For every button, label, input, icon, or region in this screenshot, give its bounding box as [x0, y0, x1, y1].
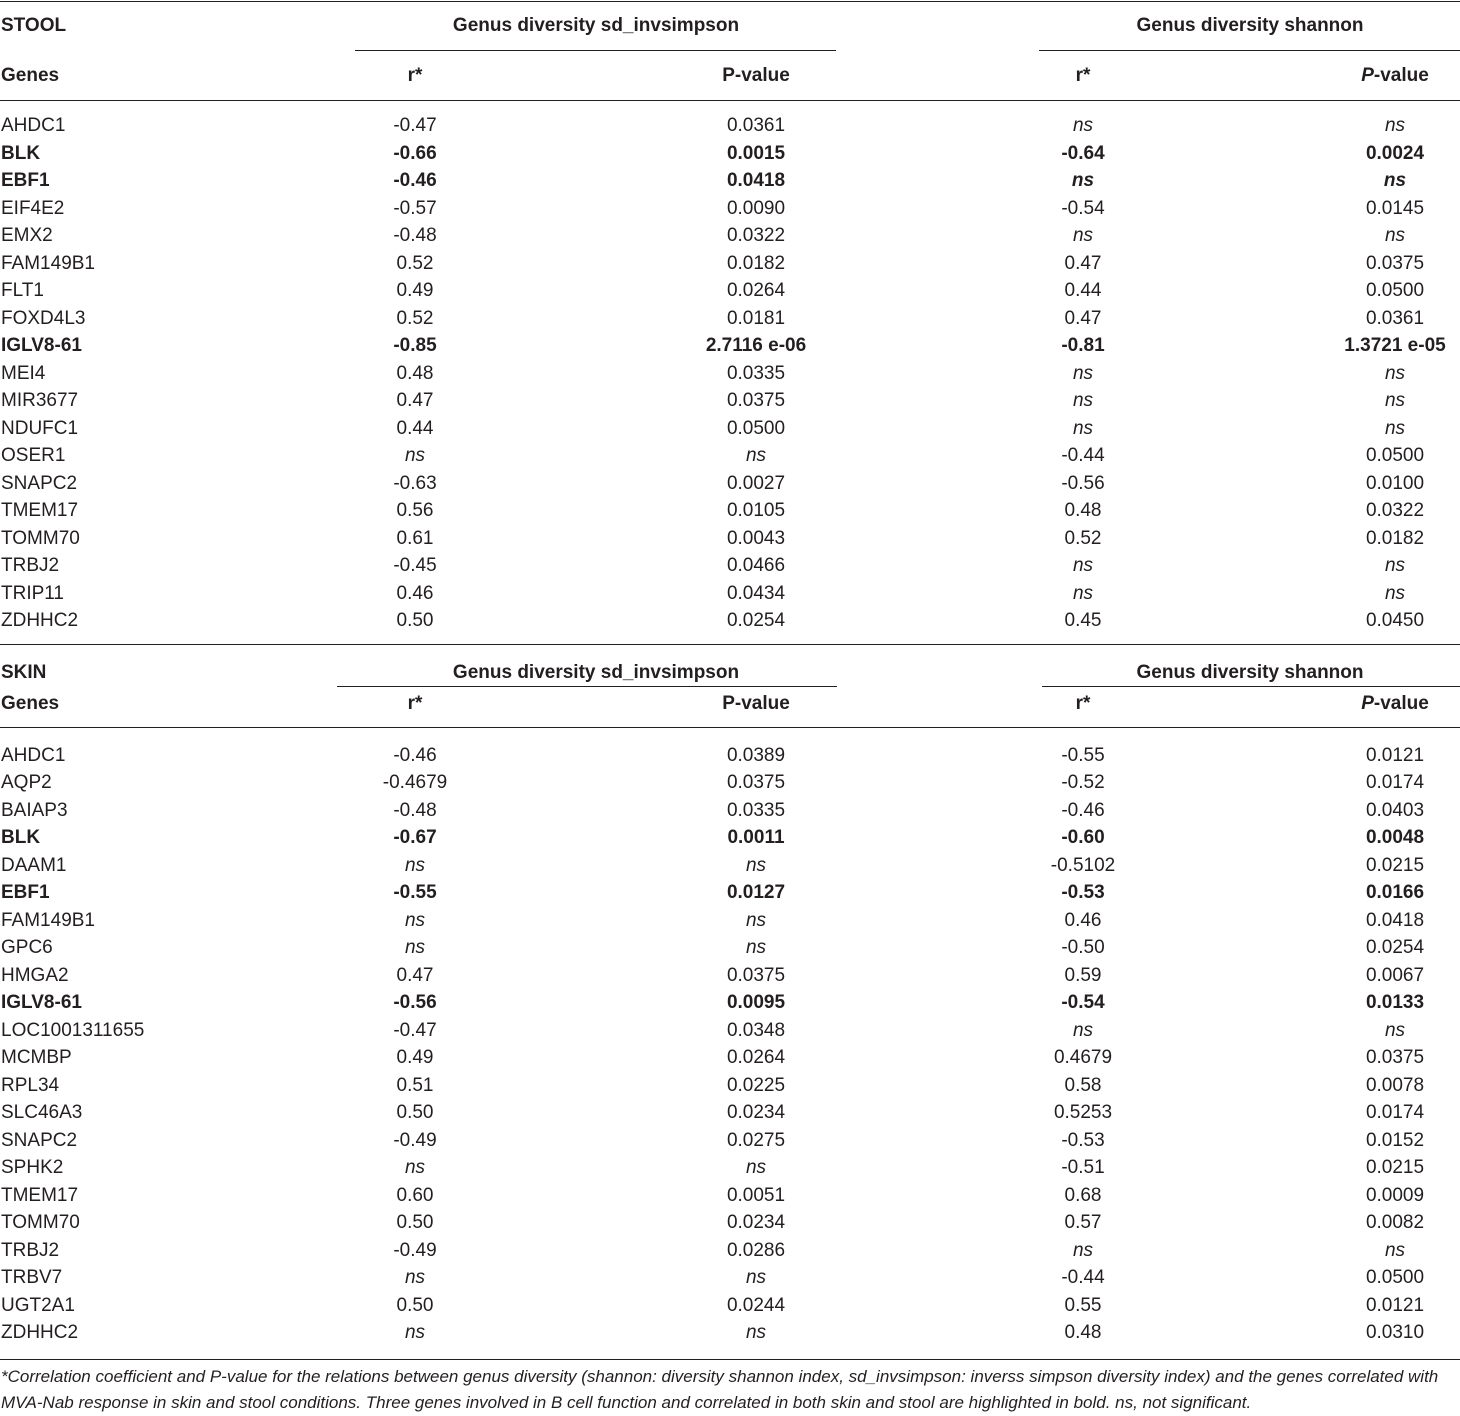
gene-name-cell: TOMM70 [1, 527, 80, 549]
table-cell-p2: 0.0166 [1365, 882, 1425, 904]
table-cell-r2: ns [1072, 362, 1094, 384]
gene-name-cell: MIR3677 [1, 390, 79, 411]
table-cell-p1: 0.0127 [726, 882, 786, 904]
table-cell-r2: 0.57 [1064, 1212, 1102, 1234]
skin-r-header-1: r* [407, 693, 423, 714]
table-cell-p1: 0.0275 [726, 1129, 786, 1151]
table-cell-p2: 1.3721 e-05 [1344, 335, 1446, 356]
table-cell-p1: 0.0051 [726, 1184, 786, 1206]
table-cell-p1: 0.0264 [726, 280, 786, 301]
table-cell-p2: 0.0121 [1365, 745, 1425, 766]
gene-name-cell: DAAM1 [1, 854, 67, 876]
table-cell-p2: 0.0361 [1365, 307, 1425, 329]
table-cell-p1: ns [745, 937, 767, 959]
gene-name-cell: AHDC1 [1, 115, 66, 136]
table-cell-r1: -0.48 [393, 799, 437, 821]
table-cell-p1: ns [745, 909, 767, 931]
table-cell-p1: 0.0375 [726, 772, 786, 794]
table-cell-r2: ns [1072, 555, 1094, 576]
table-cell-r1: 0.56 [396, 500, 434, 521]
table-cell-p1: 0.0181 [726, 307, 786, 329]
table-cell-r1: -0.85 [393, 335, 437, 356]
table-cell-p1: 0.0234 [726, 1102, 786, 1124]
table-cell-r2: ns [1072, 1019, 1094, 1041]
table-cell-r1: -0.47 [393, 1019, 437, 1041]
gene-name-cell: ZDHHC2 [1, 610, 79, 631]
table-cell-p1: 0.0105 [726, 500, 786, 521]
table-cell-r2: 0.46 [1064, 909, 1102, 931]
table-top-rule [0, 1, 1460, 2]
stool-section-title: STOOL [1, 15, 67, 36]
table-cell-p1: 0.0286 [726, 1239, 786, 1261]
stool-p-header-2: P-value [1361, 65, 1429, 86]
gene-name-cell: EBF1 [1, 170, 50, 191]
gene-name-cell: TOMM70 [1, 1212, 80, 1234]
gene-name-cell: OSER1 [1, 445, 66, 466]
table-cell-p1: 0.0015 [726, 142, 786, 164]
table-cell-p2: 0.0418 [1365, 909, 1425, 931]
table-cell-p2: 0.0500 [1365, 445, 1425, 466]
table-cell-r2: 0.4679 [1053, 1047, 1113, 1069]
table-cell-r2: 0.45 [1064, 610, 1102, 631]
table-bottom-rule [0, 1359, 1460, 1360]
table-cell-p1: 0.0361 [726, 115, 786, 136]
table-cell-p1: ns [745, 854, 767, 876]
table-cell-p1: 0.0375 [726, 964, 786, 986]
gene-name-cell: EMX2 [1, 225, 53, 246]
table-cell-r1: 0.50 [396, 1212, 434, 1234]
table-cell-r2: ns [1072, 115, 1094, 136]
table-cell-r1: 0.47 [396, 390, 434, 411]
gene-name-cell: NDUFC1 [1, 417, 79, 439]
table-cell-p2: 0.0145 [1365, 197, 1425, 219]
table-cell-r2: -0.55 [1061, 745, 1105, 766]
table-cell-r2: 0.55 [1064, 1294, 1102, 1316]
table-cell-r1: ns [404, 445, 426, 466]
table-cell-p2: 0.0121 [1365, 1294, 1425, 1316]
gene-name-cell: TRBV7 [1, 1267, 63, 1289]
gene-name-cell: SNAPC2 [1, 472, 78, 494]
gene-name-cell: FAM149B1 [1, 909, 95, 931]
table-cell-r1: -0.55 [393, 882, 437, 904]
table-cell-p2: ns [1384, 582, 1406, 604]
table-cell-r1: -0.49 [393, 1239, 437, 1261]
table-cell-p2: 0.0215 [1365, 854, 1425, 876]
table-cell-p1: 0.0500 [726, 417, 786, 439]
stool-p-header-1: P-value [722, 65, 790, 86]
table-cell-p1: ns [745, 445, 767, 466]
table-cell-r2: ns [1071, 170, 1095, 191]
table-cell-r2: 0.48 [1064, 500, 1102, 521]
gene-name-cell: TRBJ2 [1, 1239, 60, 1261]
table-cell-r1: 0.50 [396, 1294, 434, 1316]
stool-r-header-1: r* [407, 65, 423, 86]
table-cell-p2: 0.0322 [1365, 500, 1425, 521]
table-cell-p2: 0.0133 [1365, 992, 1425, 1014]
skin-genes-header: Genes [1, 693, 60, 714]
table-cell-r2: -0.44 [1061, 1267, 1105, 1289]
table-cell-r2: 0.44 [1064, 280, 1102, 301]
table-cell-p1: 0.0244 [726, 1294, 786, 1316]
table-cell-p2: 0.0152 [1365, 1129, 1425, 1151]
skin-group2-underline [1042, 686, 1460, 687]
table-cell-r1: -0.66 [393, 142, 437, 164]
table-cell-r1: 0.49 [396, 1047, 434, 1069]
gene-name-cell: UGT2A1 [1, 1294, 75, 1316]
gene-name-cell: ZDHHC2 [1, 1322, 79, 1344]
table-cell-p2: ns [1384, 1239, 1406, 1261]
gene-name-cell: RPL34 [1, 1074, 60, 1096]
stool-header-rule [0, 100, 1460, 101]
table-cell-r2: -0.81 [1061, 335, 1105, 356]
table-cell-p1: 0.0182 [726, 252, 786, 274]
table-cell-r1: 0.50 [396, 610, 434, 631]
table-cell-p2: 0.0254 [1365, 937, 1425, 959]
table-cell-r2: -0.46 [1061, 799, 1105, 821]
skin-group-shannon: Genus diversity shannon [1136, 662, 1364, 683]
gene-name-cell: LOC1001311655 [1, 1019, 145, 1041]
gene-name-cell: TMEM17 [1, 1184, 79, 1206]
gene-name-cell: EBF1 [1, 882, 50, 904]
table-cell-p2: 0.0310 [1365, 1322, 1425, 1344]
table-cell-p1: 0.0234 [726, 1212, 786, 1234]
gene-name-cell: TMEM17 [1, 500, 79, 521]
skin-p-header-2: P-value [1361, 693, 1429, 714]
table-cell-r1: -0.56 [393, 992, 437, 1014]
table-cell-r2: -0.54 [1061, 197, 1105, 219]
table-cell-r1: 0.50 [396, 1102, 434, 1124]
gene-name-cell: BLK [1, 827, 41, 849]
table-cell-r1: 0.61 [396, 527, 434, 549]
section-divider-rule [0, 644, 1460, 645]
table-cell-p2: 0.0375 [1365, 252, 1425, 274]
table-cell-r1: 0.48 [396, 362, 434, 384]
table-cell-r2: ns [1072, 225, 1094, 246]
table-cell-p2: 0.0082 [1365, 1212, 1425, 1234]
table-cell-r2: 0.47 [1064, 252, 1102, 274]
table-cell-p2: 0.0067 [1365, 964, 1425, 986]
table-cell-p2: ns [1383, 170, 1407, 191]
table-cell-r1: -0.45 [393, 555, 437, 576]
stool-group-invsimpson: Genus diversity sd_invsimpson [452, 15, 740, 36]
gene-name-cell: MCMBP [1, 1047, 72, 1069]
table-cell-r1: 0.52 [396, 252, 434, 274]
table-cell-r1: 0.47 [396, 964, 434, 986]
table-cell-p2: ns [1384, 225, 1406, 246]
table-cell-p1: 0.0466 [726, 555, 786, 576]
table-cell-p1: ns [745, 1322, 767, 1344]
table-cell-r1: -0.47 [393, 115, 437, 136]
table-cell-p2: 0.0182 [1365, 527, 1425, 549]
table-cell-r1: 0.44 [396, 417, 434, 439]
table-cell-r2: -0.64 [1061, 142, 1105, 164]
gene-name-cell: EIF4E2 [1, 197, 65, 219]
skin-section-title: SKIN [1, 662, 47, 683]
table-cell-r1: ns [404, 909, 426, 931]
gene-name-cell: IGLV8-61 [1, 992, 82, 1014]
table-cell-r1: ns [404, 1157, 426, 1179]
table-cell-p1: 2.7116 e-06 [705, 335, 807, 356]
table-cell-p2: ns [1384, 1019, 1406, 1041]
gene-name-cell: FLT1 [1, 280, 44, 301]
table-cell-r1: -0.46 [393, 170, 437, 191]
table-cell-p2: 0.0215 [1365, 1157, 1425, 1179]
table-cell-r1: 0.60 [396, 1184, 434, 1206]
gene-name-cell: MEI4 [1, 362, 46, 384]
table-cell-r1: -0.67 [393, 827, 437, 849]
table-cell-r1: 0.46 [396, 582, 434, 604]
table-cell-r2: 0.68 [1064, 1184, 1102, 1206]
table-cell-r2: -0.44 [1061, 445, 1105, 466]
table-cell-p2: 0.0500 [1365, 1267, 1425, 1289]
table-cell-r2: 0.58 [1064, 1074, 1102, 1096]
table-cell-p1: 0.0011 [727, 827, 785, 849]
table-cell-r2: -0.50 [1061, 937, 1105, 959]
table-cell-p2: 0.0375 [1365, 1047, 1425, 1069]
table-cell-p1: 0.0322 [726, 225, 786, 246]
skin-header-rule [0, 727, 1460, 728]
table-cell-r2: 0.48 [1064, 1322, 1102, 1344]
table-cell-p2: 0.0100 [1365, 472, 1425, 494]
table-cell-r2: ns [1072, 582, 1094, 604]
table-cell-p1: 0.0335 [726, 362, 786, 384]
table-cell-r1: -0.63 [393, 472, 437, 494]
gene-name-cell: SLC46A3 [1, 1102, 83, 1124]
table-cell-r1: 0.49 [396, 280, 434, 301]
table-cell-p2: 0.0009 [1365, 1184, 1425, 1206]
gene-name-cell: FOXD4L3 [1, 307, 86, 329]
gene-name-cell: TRIP11 [1, 582, 65, 604]
table-cell-p2: ns [1384, 390, 1406, 411]
stool-genes-header: Genes [1, 65, 60, 86]
table-cell-p1: ns [745, 1267, 767, 1289]
table-cell-p1: 0.0043 [726, 527, 786, 549]
table-cell-r2: 0.5253 [1053, 1102, 1113, 1124]
table-cell-p1: 0.0225 [726, 1074, 786, 1096]
gene-name-cell: TRBJ2 [1, 555, 60, 576]
table-cell-r1: -0.4679 [382, 772, 448, 794]
table-cell-r2: ns [1072, 390, 1094, 411]
table-cell-p1: 0.0375 [726, 390, 786, 411]
table-cell-r2: -0.54 [1061, 992, 1105, 1014]
table-cell-p1: 0.0335 [726, 799, 786, 821]
table-cell-r2: -0.5102 [1050, 854, 1116, 876]
table-cell-r1: -0.57 [393, 197, 437, 219]
table-cell-p1: 0.0348 [726, 1019, 786, 1041]
table-cell-r1: 0.51 [396, 1074, 434, 1096]
gene-name-cell: IGLV8-61 [1, 335, 82, 356]
gene-name-cell: BLK [1, 142, 41, 164]
table-cell-p1: 0.0264 [726, 1047, 786, 1069]
table-cell-p1: 0.0434 [726, 582, 786, 604]
stool-group-shannon: Genus diversity shannon [1136, 15, 1364, 36]
table-cell-p2: 0.0450 [1365, 610, 1425, 631]
table-cell-r2: ns [1072, 1239, 1094, 1261]
gene-name-cell: AQP2 [1, 772, 52, 794]
table-cell-p2: 0.0174 [1365, 1102, 1425, 1124]
table-cell-r1: ns [404, 1322, 426, 1344]
table-cell-p1: 0.0254 [726, 610, 786, 631]
gene-name-cell: SNAPC2 [1, 1129, 78, 1151]
table-cell-p2: ns [1384, 555, 1406, 576]
gene-name-cell: SPHK2 [1, 1157, 64, 1179]
table-cell-p1: 0.0389 [726, 745, 786, 766]
stool-group1-underline [355, 50, 836, 51]
stool-group2-underline [1039, 50, 1460, 51]
table-cell-p2: ns [1384, 115, 1406, 136]
gene-name-cell: HMGA2 [1, 964, 69, 986]
table-cell-p1: 0.0418 [726, 170, 786, 191]
table-cell-r1: -0.46 [393, 745, 437, 766]
table-cell-r2: -0.51 [1061, 1157, 1105, 1179]
table-cell-p2: 0.0500 [1365, 280, 1425, 301]
stool-r-header-2: r* [1075, 65, 1091, 86]
table-cell-r1: ns [404, 854, 426, 876]
table-cell-r2: 0.52 [1064, 527, 1102, 549]
table-cell-p2: 0.0024 [1365, 142, 1425, 164]
table-cell-p1: 0.0095 [726, 992, 786, 1014]
table-cell-r1: ns [404, 1267, 426, 1289]
skin-p-header-1: P-value [722, 693, 790, 714]
gene-name-cell: AHDC1 [1, 745, 66, 766]
table-cell-r2: 0.47 [1064, 307, 1102, 329]
table-cell-p1: 0.0027 [726, 472, 786, 494]
table-cell-r2: -0.53 [1061, 1129, 1105, 1151]
gene-name-cell: GPC6 [1, 937, 53, 959]
skin-group1-underline [337, 686, 837, 687]
table-cell-p2: 0.0048 [1365, 827, 1425, 849]
table-cell-r2: -0.60 [1061, 827, 1105, 849]
table-cell-r1: -0.49 [393, 1129, 437, 1151]
table-cell-r2: ns [1072, 417, 1094, 439]
table-cell-p2: ns [1384, 362, 1406, 384]
table-cell-p1: 0.0090 [726, 197, 786, 219]
skin-group-invsimpson: Genus diversity sd_invsimpson [452, 662, 740, 683]
table-cell-r2: -0.52 [1061, 772, 1105, 794]
table-cell-p2: 0.0078 [1365, 1074, 1425, 1096]
table-cell-r1: 0.52 [396, 307, 434, 329]
table-cell-p2: ns [1384, 417, 1406, 439]
table-cell-p1: ns [745, 1157, 767, 1179]
table-cell-p2: 0.0403 [1365, 799, 1425, 821]
gene-name-cell: BAIAP3 [1, 799, 68, 821]
table-cell-r1: ns [404, 937, 426, 959]
table-footnote: *Correlation coefficient and P-value for the relations between genus diversity (shannon: diversity shannon index, sd_invsimpson: inverss simpson diversity index) and the genes correlated with MVA-Nab response in skin and stool conditions. Three genes involved in B cell function and correlated in both skin and stool are highlighted in bold. ns, not significant. [1, 1367, 1439, 1412]
table-cell-p2: 0.0174 [1365, 772, 1425, 794]
table-cell-r2: -0.56 [1061, 472, 1105, 494]
table-cell-r1: -0.48 [393, 225, 437, 246]
gene-name-cell: FAM149B1 [1, 252, 95, 274]
table-cell-r2: 0.59 [1064, 964, 1102, 986]
table-cell-r2: -0.53 [1061, 882, 1105, 904]
skin-r-header-2: r* [1075, 693, 1091, 714]
